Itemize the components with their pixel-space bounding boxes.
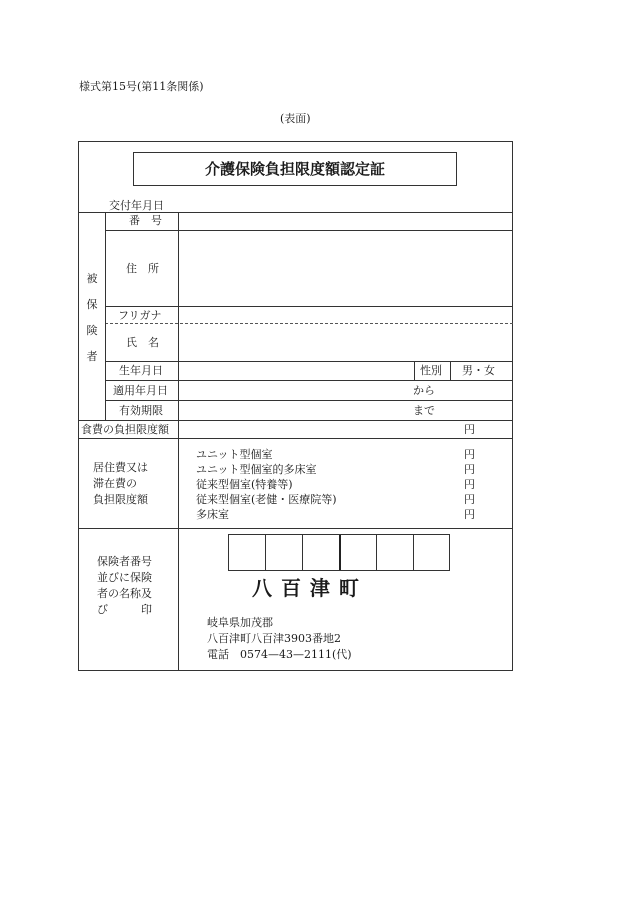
- residence-item-name: ユニット型個室: [196, 448, 273, 461]
- rule: [105, 400, 513, 401]
- insurer-phone: 電話 0574—43—2111(代): [207, 648, 352, 661]
- residence-item-unit: 円: [464, 478, 475, 491]
- rule: [78, 420, 513, 421]
- insurer-address-line: 八百津町八百津3903番地2: [207, 632, 341, 645]
- issue-date-label: 交付年月日: [109, 199, 164, 212]
- residence-unit-list: [464, 447, 475, 522]
- title-box: [133, 152, 457, 186]
- insurer-label-line: 保険者番号: [97, 555, 152, 568]
- insurer-name: 八 百 津 町: [252, 576, 360, 600]
- insurer-number-cell: [302, 535, 303, 570]
- residence-label-line: 居住費又は: [93, 461, 148, 474]
- insured-group-label: [85, 272, 99, 376]
- residence-item-name: ユニット型個室的多床室: [196, 463, 317, 476]
- until-label: まで: [413, 404, 435, 417]
- certificate-title: 介護保険負担限度額認定証: [204, 160, 385, 178]
- name-label: 氏 名: [126, 336, 159, 349]
- residence-label-line: 滞在費の: [93, 477, 137, 490]
- residence-label-line: 負担限度額: [93, 493, 148, 506]
- from-label: から: [413, 384, 435, 397]
- insured-char: 者: [86, 350, 98, 363]
- form-number: 様式第15号(第11条関係): [79, 80, 204, 93]
- insurer-address: [207, 615, 352, 663]
- number-label: 番 号: [129, 214, 162, 227]
- residence-item-unit: 円: [464, 463, 475, 476]
- insurer-number-cell: [265, 535, 266, 570]
- residence-item-list: [196, 447, 337, 522]
- insurer-number-cell: [376, 535, 377, 570]
- residence-item-unit: 円: [464, 448, 475, 461]
- insurer-address-line: 岐阜県加茂郡: [207, 616, 273, 629]
- insured-char: 険: [86, 324, 98, 337]
- rule: [105, 230, 513, 231]
- insurer-number-boxes: [228, 534, 450, 571]
- insurer-number-cell: [339, 535, 341, 570]
- valid-until-label: 有効期限: [119, 404, 163, 417]
- rule: [78, 212, 513, 213]
- furigana-label: フリガナ: [118, 309, 162, 322]
- furigana-divider: [105, 323, 513, 324]
- rule: [105, 212, 106, 420]
- insurer-number-cell: [413, 535, 414, 570]
- rule: [78, 528, 513, 529]
- rule: [78, 438, 513, 439]
- insured-char: 保: [86, 298, 98, 311]
- insurer-label-line: 並びに保険: [97, 571, 152, 584]
- birth-date-label: 生年月日: [119, 364, 163, 377]
- food-cost-unit: 円: [464, 423, 475, 436]
- rule: [105, 306, 513, 307]
- residence-item-unit: 円: [464, 493, 475, 506]
- insurer-label-line: 者の名称及: [97, 587, 152, 600]
- food-cost-label: 食費の負担限度額: [81, 423, 169, 436]
- address-label: 住 所: [126, 262, 159, 275]
- rule: [105, 380, 513, 381]
- residence-cost-label: [93, 461, 148, 507]
- sex-options: 男・女: [462, 364, 495, 377]
- residence-item-name: 多床室: [196, 508, 229, 521]
- insured-char: 被: [86, 272, 98, 285]
- insurer-label: [97, 555, 152, 617]
- sex-label: 性別: [420, 364, 442, 377]
- form-side-label: (表面): [280, 112, 311, 125]
- rule: [105, 361, 513, 362]
- rule: [450, 361, 451, 380]
- residence-item-unit: 円: [464, 508, 475, 521]
- insurer-label-line: び 印: [97, 603, 152, 616]
- residence-item-name: 従来型個室(特養等): [196, 478, 293, 491]
- label-column-divider: [178, 212, 179, 671]
- rule: [414, 361, 415, 380]
- residence-item-name: 従来型個室(老健・医療院等): [196, 493, 337, 506]
- apply-date-label: 適用年月日: [113, 384, 168, 397]
